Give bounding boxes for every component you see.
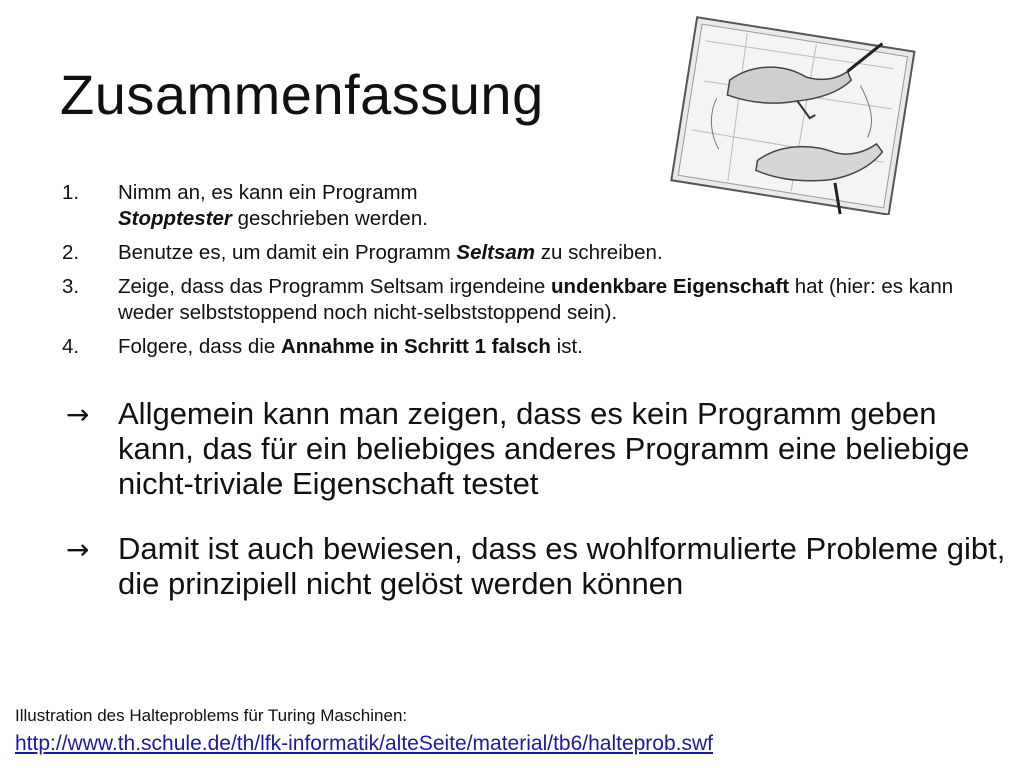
emphasis-run: undenkbare Eigenschaft [550,275,790,298]
list-item [62,240,962,266]
text-run: geschrieben werden. [231,207,428,230]
list-item-text [118,241,663,264]
emphasis-run: Seltsam [456,241,536,264]
list-number: 4. [62,335,80,358]
text-run: hat (hier: es kann weder selbststoppend noch nicht-selbststoppend sein). [118,275,954,324]
list-item [62,274,962,326]
list-item-text [118,181,428,230]
text-run: Zeige, dass das Programm Seltsam irgendeine [118,275,551,298]
list-item [62,334,962,360]
list-item-text [118,275,953,324]
arrow-icon: → [66,398,90,431]
steps-list [62,180,962,368]
list-number: 3. [62,275,80,298]
list-item-text [118,335,583,358]
list-item [62,180,962,232]
conclusion-proof [62,531,1018,601]
text-run: Nimm an, es kann ein Programm [118,181,418,204]
emphasis-run: Stopptester [118,207,232,230]
text-run: zu schreiben. [535,241,663,264]
text-run: ist. [550,335,583,358]
arrow-icon: → [66,533,90,566]
text-run: Folgere, dass die [118,335,281,358]
illustration-caption: Illustration des Halteproblems für Turing Maschinen: [15,706,408,725]
conclusion-text: Allgemein kann man zeigen, dass es kein Programm geben kann, das für ein beliebiges anderes Programm eine beliebige nicht-triviale Eigenschaft testet [118,396,970,501]
list-number: 1. [62,181,80,204]
text-run: Benutze es, um damit ein Programm [118,241,457,264]
conclusion-general [62,396,1018,501]
slide-title: Zusammenfassung [60,63,544,126]
source-link[interactable]: http://www.th.schule.de/th/lfk-informatik/alteSeite/material/tb6/halteprob.swf [15,732,713,755]
conclusion-text: Damit ist auch bewiesen, dass es wohlformulierte Probleme gibt, die prinzipiell nicht gelöst werden können [118,531,1006,601]
emphasis-run: Annahme in Schritt 1 falsch [280,335,551,358]
list-number: 2. [62,241,80,264]
